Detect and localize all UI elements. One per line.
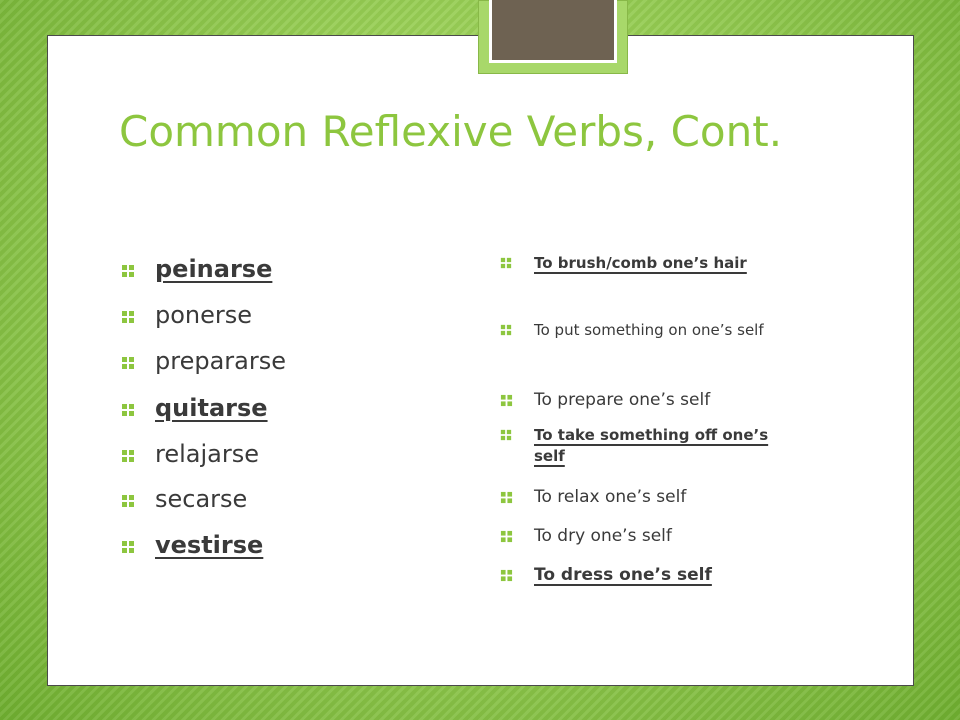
diamond-bullet-icon xyxy=(121,449,135,463)
list-item xyxy=(500,320,800,341)
list-item xyxy=(500,485,686,509)
list-item xyxy=(500,253,845,274)
diamond-bullet-icon xyxy=(121,494,135,508)
meaning-text: To take something off one’s self xyxy=(534,426,769,465)
list-item xyxy=(121,530,263,560)
verb-text: quitarse xyxy=(155,394,268,422)
diamond-bullet-icon xyxy=(121,310,135,324)
meaning-text: To dry one’s self xyxy=(534,526,672,546)
diamond-bullet-icon xyxy=(121,540,135,554)
verb-text: secarse xyxy=(155,485,248,513)
meaning-text: To dress one’s self xyxy=(534,565,712,585)
diamond-bullet-icon xyxy=(500,491,513,504)
list-item xyxy=(500,425,800,467)
verb-text: peinarse xyxy=(155,255,273,283)
diamond-bullet-icon xyxy=(500,324,512,336)
spanish-verb-list xyxy=(121,0,451,720)
meaning-text: To put something on one’s self xyxy=(534,321,764,339)
diamond-bullet-icon xyxy=(500,530,513,543)
diamond-bullet-icon xyxy=(500,257,512,269)
verb-text: vestirse xyxy=(155,531,264,559)
verb-text: relajarse xyxy=(155,440,259,468)
verb-text: ponerse xyxy=(155,301,253,329)
list-item xyxy=(121,346,286,376)
diamond-bullet-icon xyxy=(121,403,135,417)
meaning-text: To prepare one’s self xyxy=(534,390,711,410)
diamond-bullet-icon xyxy=(500,429,512,441)
meaning-text: To relax one’s self xyxy=(534,487,687,507)
diamond-bullet-icon xyxy=(121,264,135,278)
list-item xyxy=(121,254,272,284)
list-item xyxy=(121,484,247,514)
list-item xyxy=(121,439,259,469)
diamond-bullet-icon xyxy=(500,394,513,407)
diamond-bullet-icon xyxy=(121,356,135,370)
verb-text: prepararse xyxy=(155,347,286,375)
list-item xyxy=(500,388,710,412)
diamond-bullet-icon xyxy=(500,569,513,582)
list-item xyxy=(121,300,252,330)
slide-title: Common Reflexive Verbs, Cont. xyxy=(119,107,783,156)
list-item xyxy=(500,563,712,587)
english-meaning-list xyxy=(500,0,845,720)
list-item xyxy=(500,524,672,548)
list-item xyxy=(121,393,268,423)
meaning-text: To brush/comb one’s hair xyxy=(534,254,747,272)
